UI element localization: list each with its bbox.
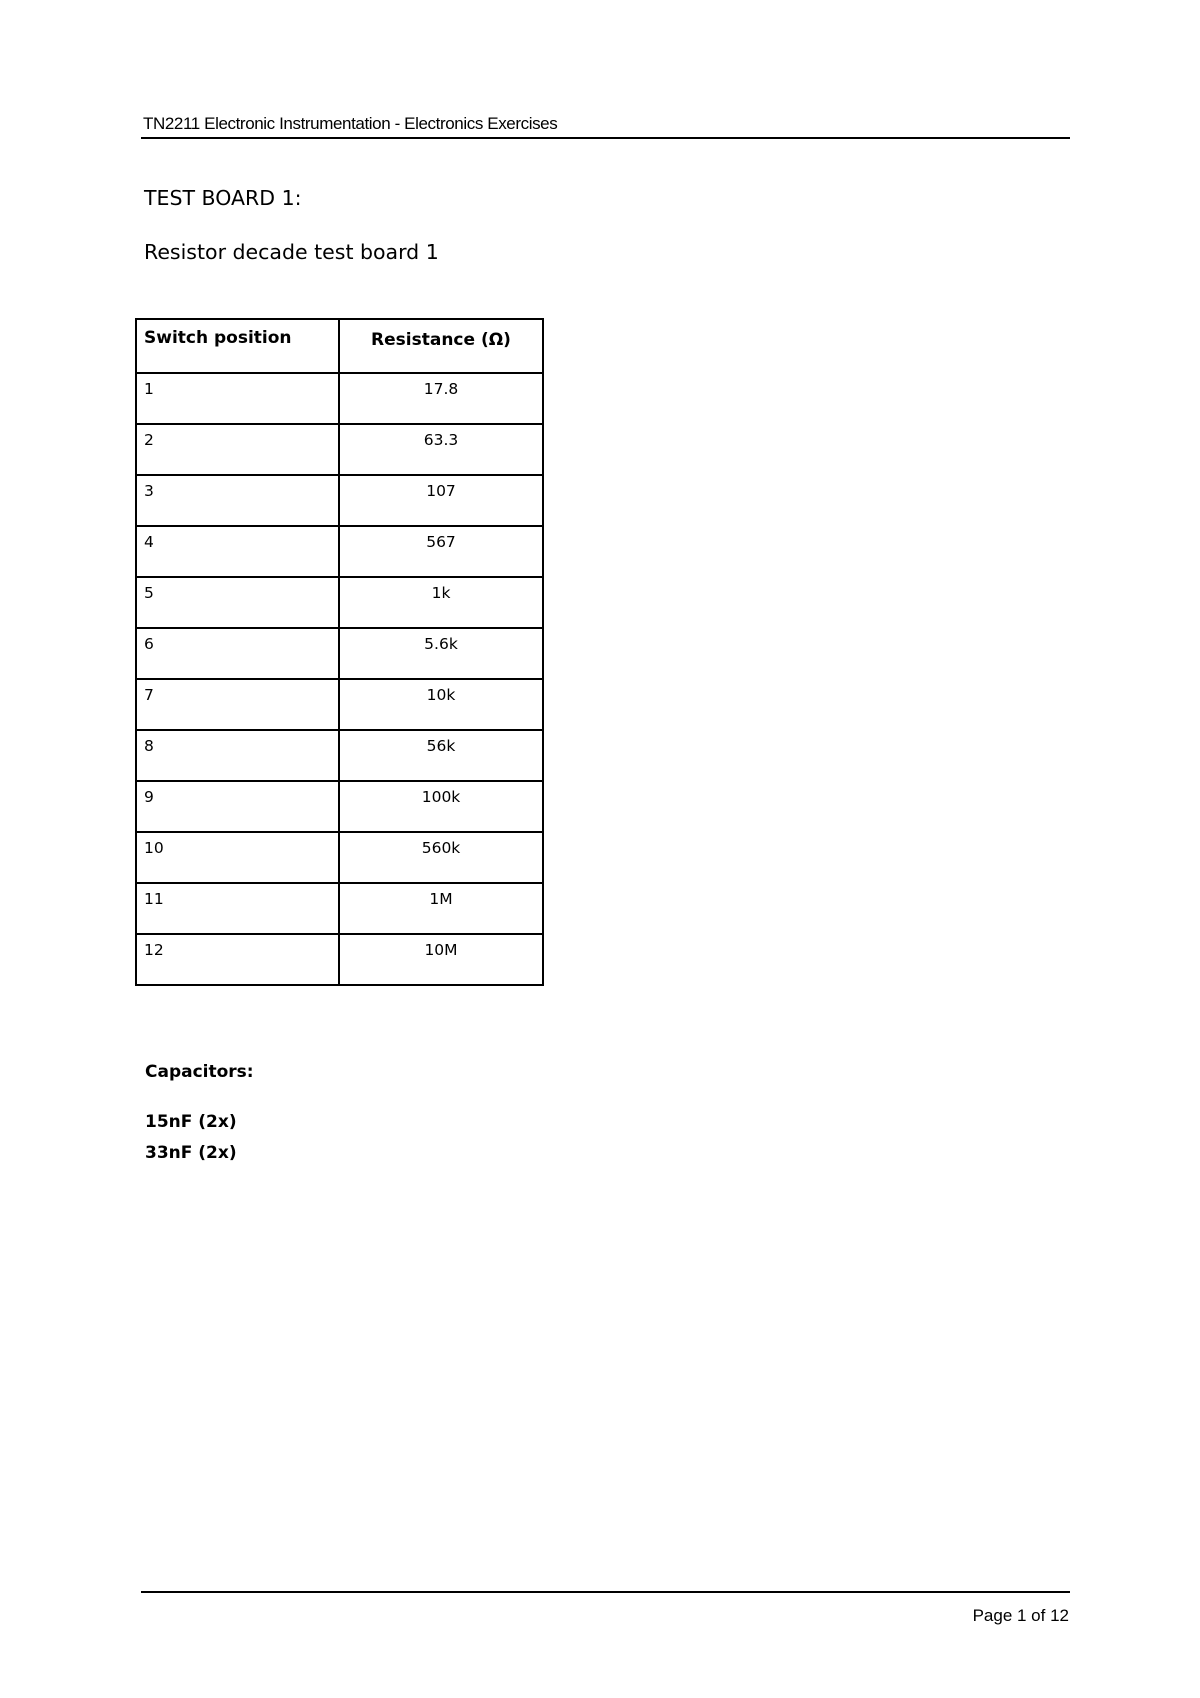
table-row — [136, 577, 543, 628]
switch-position-cell: 10 — [136, 832, 339, 883]
resistance-cell: 56k — [339, 730, 543, 781]
switch-position-cell: 11 — [136, 883, 339, 934]
section-heading: TEST BOARD 1: — [144, 186, 302, 210]
table-row — [136, 424, 543, 475]
page-number: Page 1 of 12 — [972, 1606, 1069, 1625]
capacitors-list — [145, 1112, 237, 1174]
column-header-resistance: Resistance (Ω) — [339, 319, 543, 373]
table-row — [136, 679, 543, 730]
switch-position-cell: 6 — [136, 628, 339, 679]
table-row — [136, 934, 543, 985]
switch-position-cell: 8 — [136, 730, 339, 781]
resistance-cell: 17.8 — [339, 373, 543, 424]
switch-position-cell: 4 — [136, 526, 339, 577]
resistance-cell: 100k — [339, 781, 543, 832]
resistance-cell: 560k — [339, 832, 543, 883]
table-row — [136, 730, 543, 781]
switch-position-cell: 2 — [136, 424, 339, 475]
list-item: 33nF (2x) — [145, 1143, 237, 1163]
switch-position-cell: 3 — [136, 475, 339, 526]
resistance-cell: 5.6k — [339, 628, 543, 679]
resistance-cell: 567 — [339, 526, 543, 577]
table-row — [136, 832, 543, 883]
list-item: 15nF (2x) — [145, 1112, 237, 1132]
document-header-title: TN2211 Electronic Instrumentation - Electronics Exercises — [143, 114, 558, 133]
switch-position-cell: 9 — [136, 781, 339, 832]
switch-position-cell: 5 — [136, 577, 339, 628]
capacitors-title: Capacitors: — [145, 1062, 254, 1082]
table-row — [136, 526, 543, 577]
table-row — [136, 373, 543, 424]
resistor-table — [135, 318, 544, 986]
table-row — [136, 883, 543, 934]
table-row — [136, 781, 543, 832]
switch-position-cell: 1 — [136, 373, 339, 424]
resistance-cell: 63.3 — [339, 424, 543, 475]
table-row — [136, 628, 543, 679]
table-header-row — [136, 319, 543, 373]
resistance-cell: 1k — [339, 577, 543, 628]
table-row — [136, 475, 543, 526]
column-header-switch-position: Switch position — [136, 319, 339, 373]
resistance-cell: 10k — [339, 679, 543, 730]
footer-divider — [141, 1591, 1070, 1593]
resistance-cell: 107 — [339, 475, 543, 526]
switch-position-cell: 7 — [136, 679, 339, 730]
resistance-cell: 10M — [339, 934, 543, 985]
switch-position-cell: 12 — [136, 934, 339, 985]
header-divider — [141, 137, 1070, 139]
resistance-cell: 1M — [339, 883, 543, 934]
section-subheading: Resistor decade test board 1 — [144, 240, 439, 264]
